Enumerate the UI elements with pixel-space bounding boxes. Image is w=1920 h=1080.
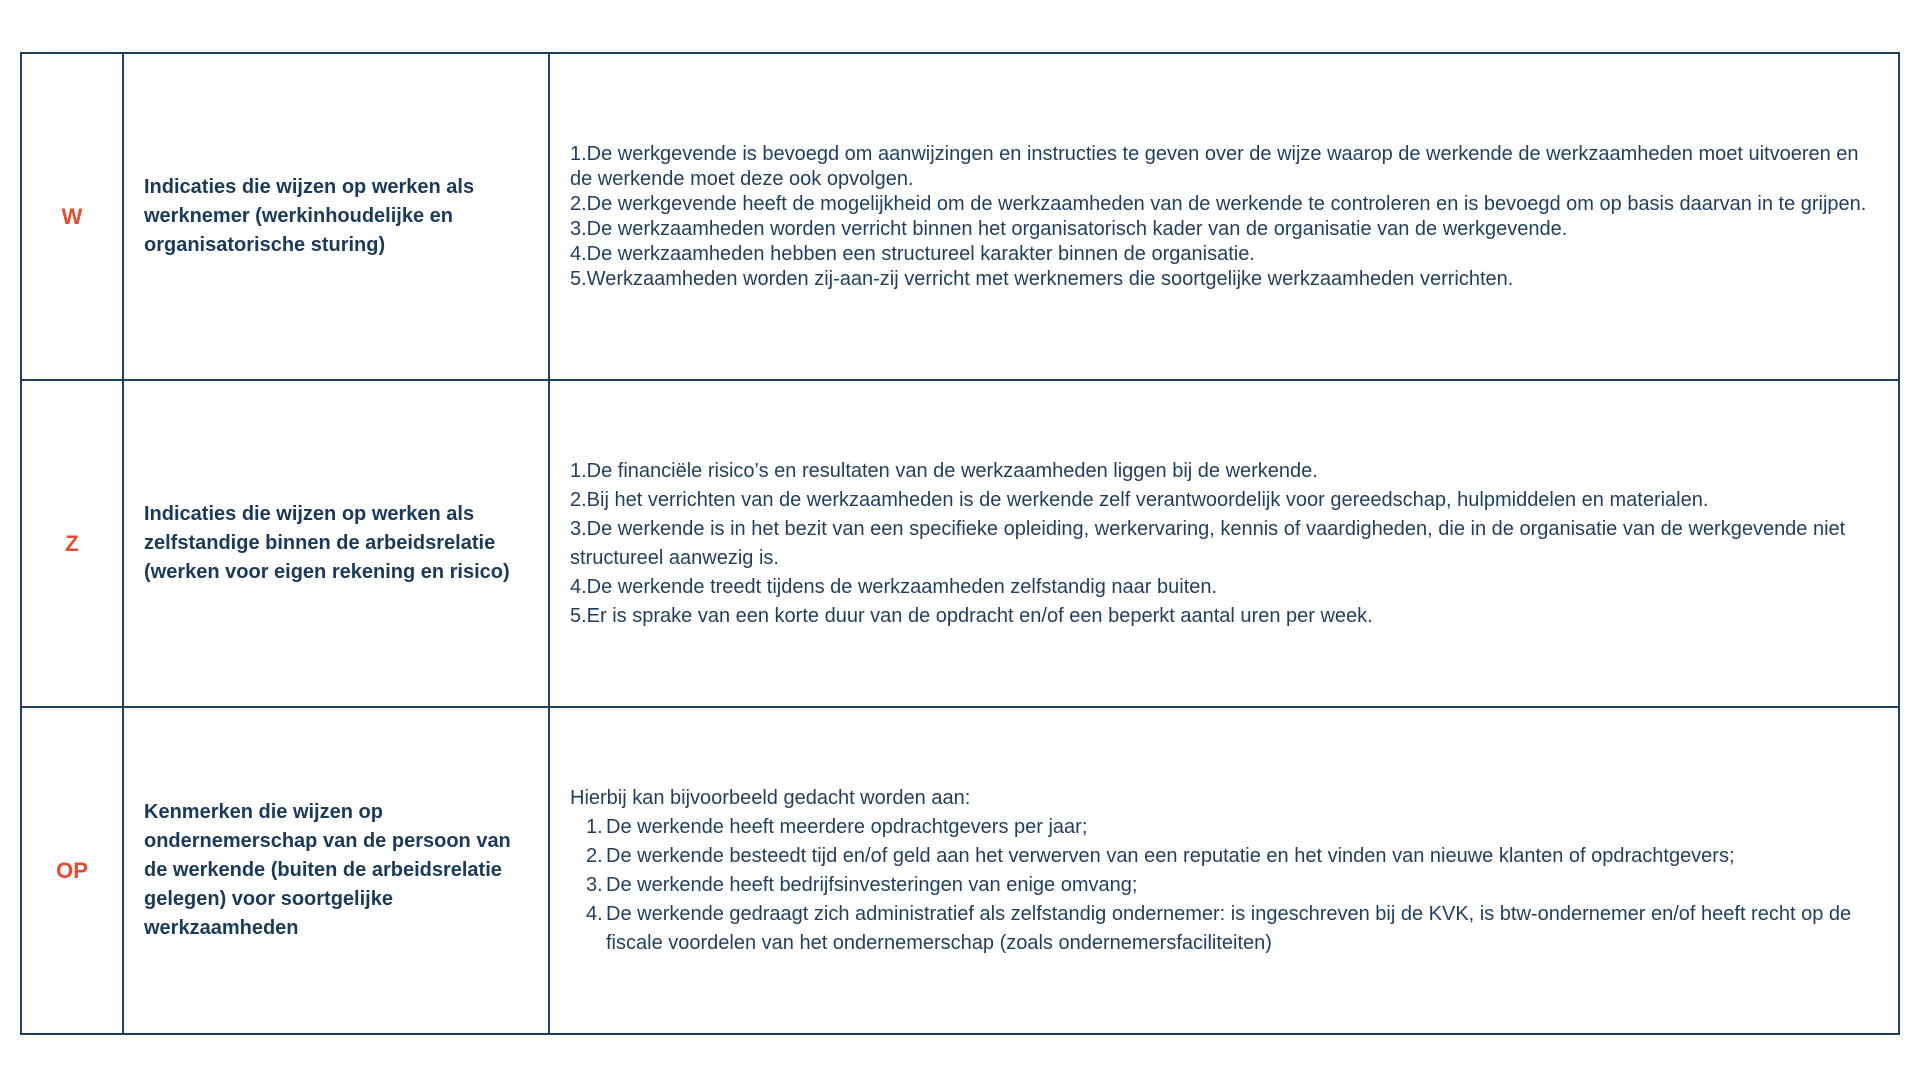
row-content xyxy=(549,380,1899,707)
table-row-w xyxy=(21,53,1899,380)
indicators-table xyxy=(20,52,1900,1035)
list-item: 2.Bij het verrichten van de werkzaamheden is de werkende zelf verantwoordelijk voor gereedschap, hulpmiddelen en materialen. xyxy=(570,488,1709,511)
row-code: Z xyxy=(21,380,123,707)
indicator-list xyxy=(570,784,1874,958)
list-item xyxy=(586,842,1874,871)
list-item xyxy=(586,900,1874,958)
list-text: De werkende heeft meerdere opdrachtgevers per jaar; xyxy=(606,815,1088,838)
row-code: OP xyxy=(21,707,123,1034)
list-text: De werkende besteedt tijd en/of geld aan het verwerven van een reputatie en het vinden van nieuwe klanten of opdrachtgevers; xyxy=(606,844,1735,867)
list-item: 5.Werkzaamheden worden zij-aan-zij verricht met werknemers die soortgelijke werkzaamheden verrichten. xyxy=(570,267,1514,290)
list-intro: Hierbij kan bijvoorbeeld gedacht worden aan: xyxy=(570,786,971,809)
indicator-list xyxy=(570,457,1874,631)
list-item xyxy=(586,871,1874,900)
list-item: 2.De werkgevende heeft de mogelijkheid om de werkzaamheden van de werkende te controleren en is bevoegd om op basis daarvan in te grijpen. xyxy=(570,192,1867,215)
list-number: 2. xyxy=(586,844,603,867)
list-number: 4. xyxy=(586,902,603,925)
row-code: W xyxy=(21,53,123,380)
row-content xyxy=(549,707,1899,1034)
row-label: Indicaties die wijzen op werken als werknemer (werkinhoudelijke en organisatorische sturing) xyxy=(123,53,549,380)
list-text: De werkende gedraagt zich administratief als zelfstandig ondernemer: is ingeschreven bij de KVK, is btw-ondernemer en/of heeft recht op de fiscale voordelen van het ondernemerschap (zoals ondernemersfaciliteiten) xyxy=(606,902,1852,954)
list-item xyxy=(586,813,1874,842)
list-number: 3. xyxy=(586,873,603,896)
row-label: Indicaties die wijzen op werken als zelfstandige binnen de arbeidsrelatie (werken voor eigen rekening en risico) xyxy=(123,380,549,707)
list-number: 1. xyxy=(586,815,603,838)
indicator-list xyxy=(570,142,1874,292)
numbered-list xyxy=(570,813,1874,958)
list-item: 1.De financiële risico’s en resultaten van de werkzaamheden liggen bij de werkende. xyxy=(570,459,1318,482)
list-item: 4.De werkende treedt tijdens de werkzaamheden zelfstandig naar buiten. xyxy=(570,575,1218,598)
row-content xyxy=(549,53,1899,380)
list-text: De werkende heeft bedrijfsinvesteringen van enige omvang; xyxy=(606,873,1138,896)
list-item: 1.De werkgevende is bevoegd om aanwijzingen en instructies te geven over de wijze waarop de werkende de werkzaamheden moet uitvoeren en de werkende moet deze ook opvolgen. xyxy=(570,142,1859,190)
list-item: 3.De werkende is in het bezit van een specifieke opleiding, werkervaring, kennis of vaardigheden, die in de organisatie van de werkgevende niet structureel aanwezig is. xyxy=(570,517,1846,569)
table-row-z xyxy=(21,380,1899,707)
row-label: Kenmerken die wijzen op ondernemerschap van de persoon van de werkende (buiten de arbeidsrelatie gelegen) voor soortgelijke werkzaamheden xyxy=(123,707,549,1034)
list-item: 3.De werkzaamheden worden verricht binnen het organisatorisch kader van de organisatie van de werkgevende. xyxy=(570,217,1568,240)
table-row-op xyxy=(21,707,1899,1034)
list-item: 5.Er is sprake van een korte duur van de opdracht en/of een beperkt aantal uren per week. xyxy=(570,604,1373,627)
list-item: 4.De werkzaamheden hebben een structureel karakter binnen de organisatie. xyxy=(570,242,1255,265)
